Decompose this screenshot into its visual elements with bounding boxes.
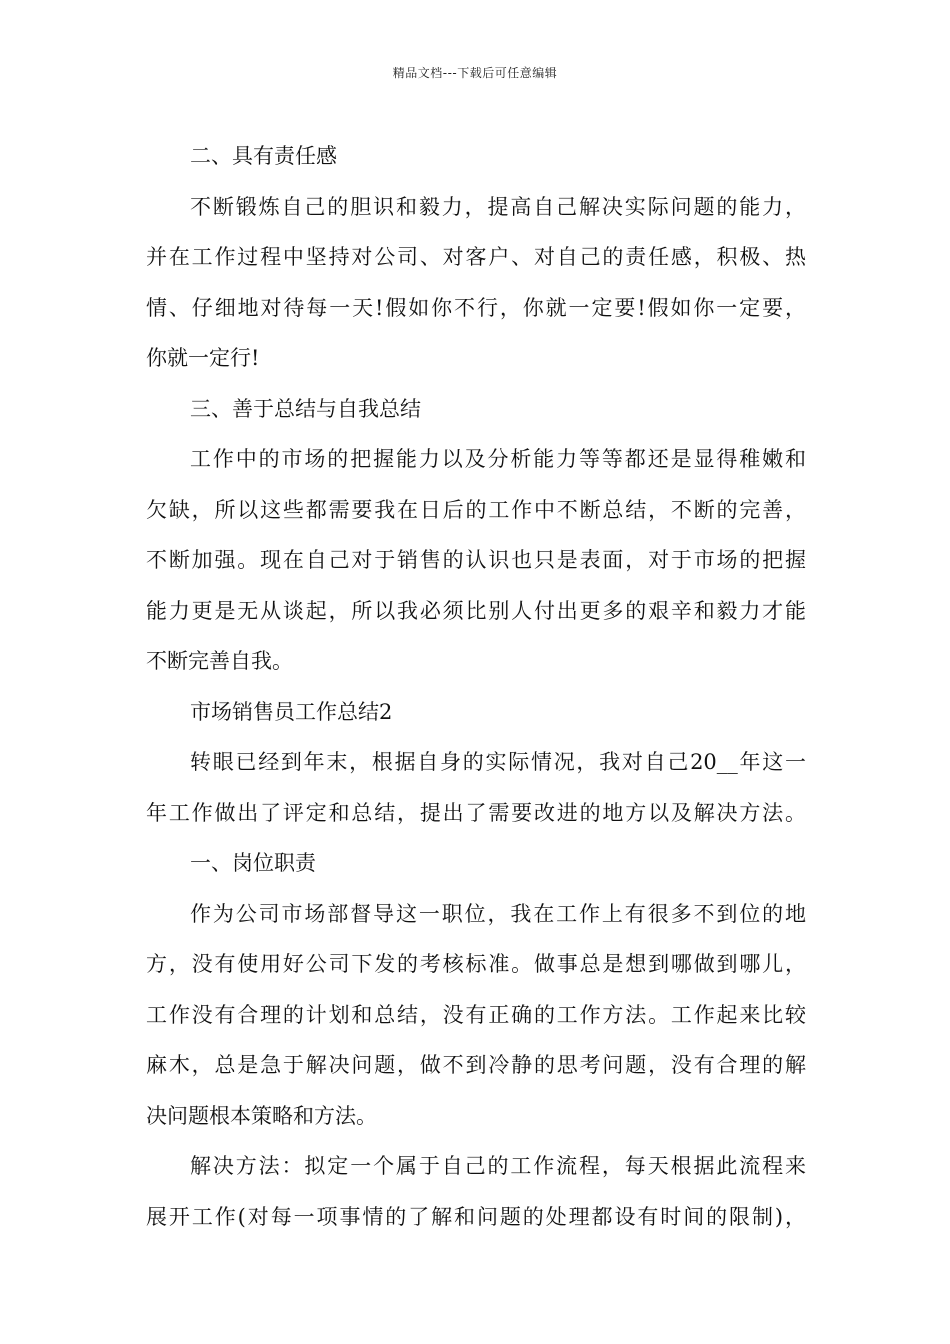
- paragraph-line: 不断完善自我。: [146, 649, 293, 673]
- paragraph-line: 年工作做出了评定和总结，提出了需要改进的地方以及解决方法。: [146, 800, 806, 825]
- section-heading: 二、具有责任感: [190, 144, 337, 168]
- paragraph-line: 工作中的市场的把握能力以及分析能力等等都还是显得稚嫩和: [190, 447, 806, 471]
- paragraph-line: 欠缺，所以这些都需要我在日后的工作中不断总结，不断的完善，: [146, 497, 806, 522]
- paragraph-line: 决问题根本策略和方法。: [146, 1103, 377, 1128]
- document-subtitle: 市场销售员工作总结2: [190, 699, 393, 724]
- paragraph-line: 转眼已经到年末，根据自身的实际情况，我对自己20__年这一: [190, 750, 806, 774]
- paragraph-line: 方，没有使用好公司下发的考核标准。做事总是想到哪做到哪儿，: [146, 952, 806, 976]
- paragraph-line: 作为公司市场部督导这一职位，我在工作上有很多不到位的地: [190, 901, 806, 926]
- section-heading: 三、善于总结与自我总结: [190, 396, 421, 421]
- document-body: [146, 131, 806, 1242]
- paragraph-line: 工作没有合理的计划和总结，没有正确的工作方法。工作起来比较: [146, 1002, 806, 1027]
- paragraph-line: 情、仔细地对待每一天!假如你不行，你就一定要!假如你一定要，: [146, 295, 806, 320]
- page-header: 精品文档---下载后可任意编辑: [392, 66, 558, 80]
- paragraph-line: 展开工作(对每一项事情的了解和问题的处理都设有时间的限制)，: [146, 1204, 806, 1229]
- paragraph-line: 你就一定行!: [146, 346, 260, 370]
- paragraph-line: 能力更是无从谈起，所以我必须比别人付出更多的艰辛和毅力才能: [146, 598, 806, 623]
- paragraph-line: 并在工作过程中坚持对公司、对客户、对自己的责任感，积极、热: [146, 245, 806, 269]
- paragraph-line: 不断锻炼自己的胆识和毅力，提高自己解决实际问题的能力，: [190, 194, 806, 219]
- paragraph-line: 麻木，总是急于解决问题，做不到冷静的思考问题，没有合理的解: [146, 1053, 806, 1077]
- section-heading: 一、岗位职责: [190, 851, 316, 875]
- paragraph-line: 解决方法：拟定一个属于自己的工作流程，每天根据此流程来: [190, 1154, 806, 1178]
- paragraph-line: 不断加强。现在自己对于销售的认识也只是表面，对于市场的把握: [146, 548, 806, 572]
